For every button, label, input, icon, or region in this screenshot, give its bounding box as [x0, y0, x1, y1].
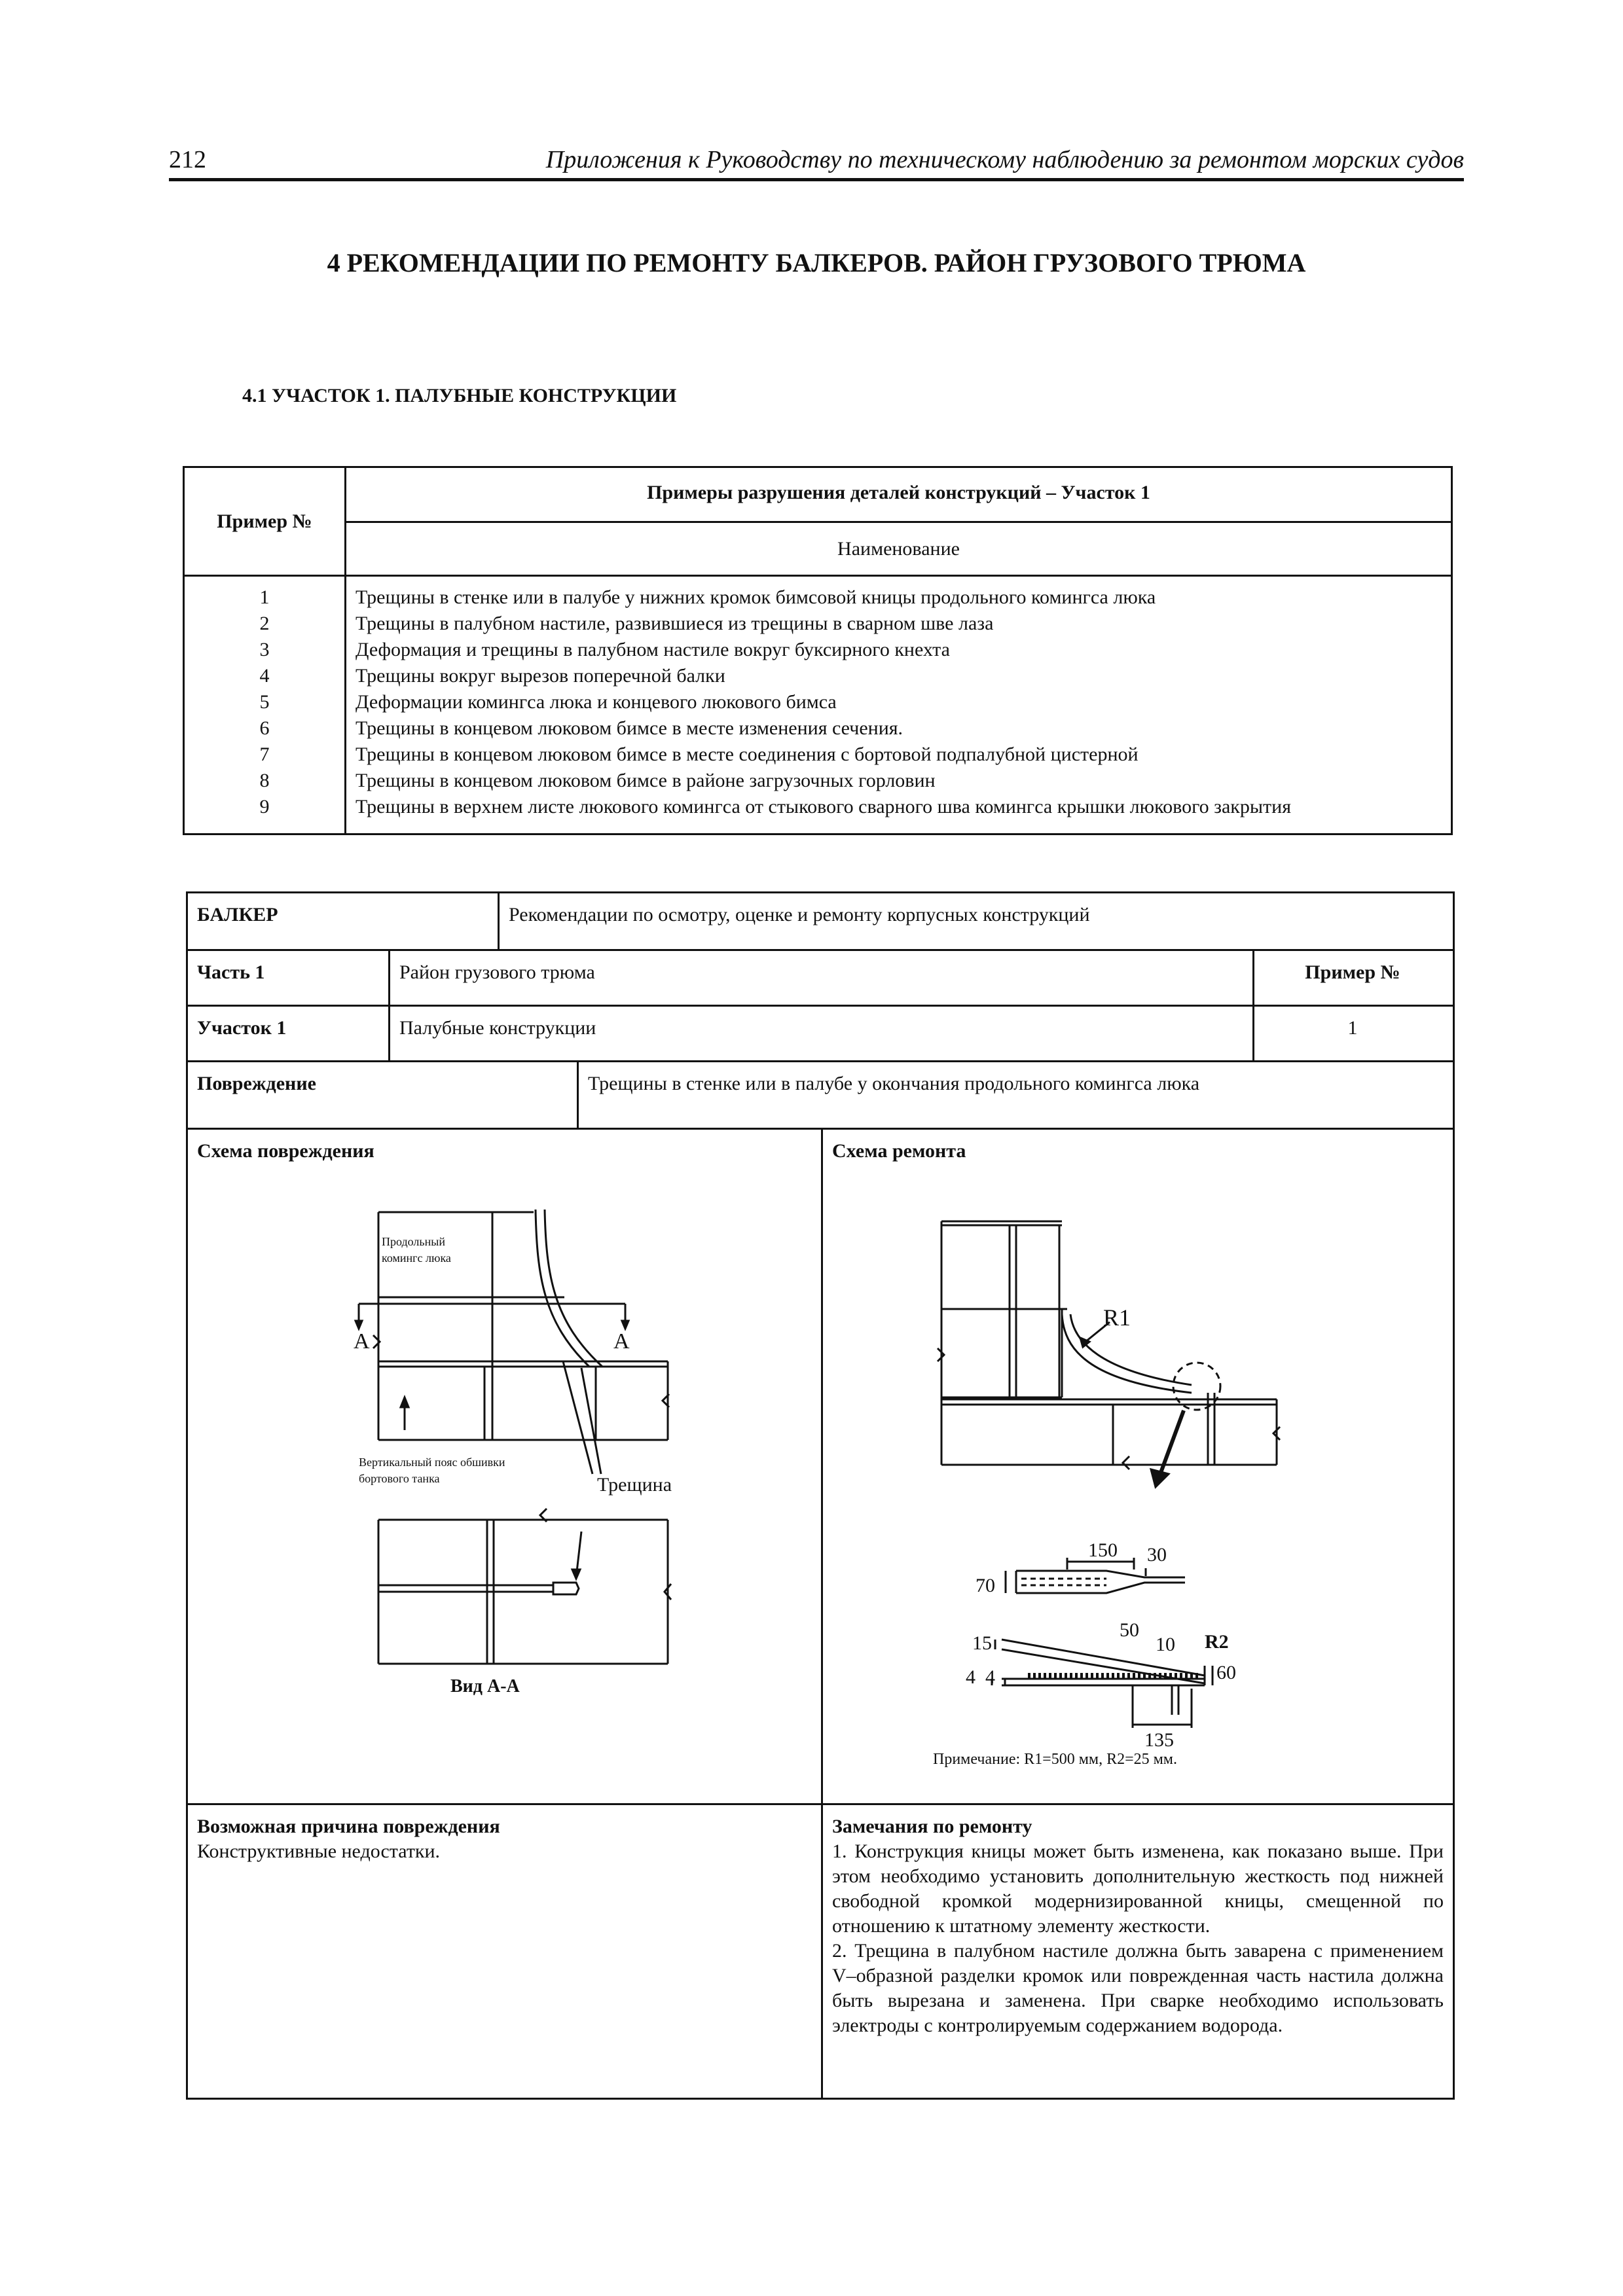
- section-mark-right: A: [613, 1329, 630, 1354]
- part-value: Район грузового трюма: [399, 961, 595, 983]
- dim-30: 30: [1147, 1544, 1167, 1566]
- row-number: 9: [259, 796, 270, 817]
- dim-4-a: 4: [966, 1666, 976, 1688]
- dim-r2: R2: [1205, 1631, 1229, 1653]
- example-value: 1: [1347, 1017, 1358, 1039]
- row-name: Трещины в концевом люковом бимсе в месте соединения с бортовой подпалубной цистерной: [356, 744, 1139, 765]
- radius-label: R1: [1103, 1304, 1131, 1331]
- area-value: Палубные конструкции: [399, 1017, 596, 1039]
- damage-scheme-label: Схема повреждения: [197, 1140, 374, 1162]
- dim-10: 10: [1156, 1634, 1175, 1655]
- row-number: 1: [259, 586, 270, 608]
- cause-value: Конструктивные недостатки.: [197, 1840, 441, 1862]
- dim-4-b: 4: [985, 1666, 995, 1688]
- recommendations-title: Рекомендации по осмотру, оценке и ремонту корпусных конструкций: [509, 904, 1090, 925]
- row-name: Трещины в верхнем листе люкового комингса от стыкового сварного шва комингса крышки люкового закрытия: [356, 796, 1291, 817]
- damage-value: Трещины в стенке или в палубе у окончания продольного комингса люка: [588, 1073, 1200, 1094]
- row-number: 2: [259, 613, 270, 634]
- strake-label-line-1: Вертикальный пояс обшивки: [359, 1456, 505, 1469]
- row-number: 4: [259, 665, 270, 687]
- row-number: 6: [259, 717, 270, 739]
- row-name: Деформации комингса люка и концевого люкового бимса: [356, 691, 837, 713]
- dim-50: 50: [1120, 1619, 1139, 1641]
- page-number: 212: [169, 146, 206, 173]
- row-number: 3: [259, 639, 270, 660]
- row-name: Трещины в стенке или в палубе у нижних кромок бимсовой кницы продольного комингса люка: [356, 586, 1156, 608]
- ship-type: БАЛКЕР: [197, 904, 278, 925]
- area-label: Участок 1: [197, 1017, 287, 1039]
- cause-label: Возможная причина повреждения: [197, 1816, 500, 1837]
- damage-diagram: [356, 1210, 671, 1664]
- crack-label: Трещина: [597, 1474, 672, 1496]
- view-aa-label: Вид А-А: [450, 1676, 520, 1696]
- repair-note: Примечание: R1=500 мм, R2=25 мм.: [933, 1751, 1177, 1768]
- col-group-header: Примеры разрушения деталей конструкций – Участок 1: [346, 467, 1452, 522]
- section-mark-left: A: [354, 1329, 370, 1354]
- remarks-label: Замечания по ремонту: [832, 1816, 1032, 1837]
- row-name: Трещины в концевом люковом бимсе в месте изменения сечения.: [356, 717, 903, 739]
- remarks-2: 2. Трещина в палубном настиле должна быть заварена с применением V–образной разделки кромок или поврежденная часть настила должна быть вырезана и заменена. При сварке необходимо использовать электроды с контролируемым содержанием водорода.: [832, 1940, 1444, 2036]
- dim-70: 70: [976, 1575, 995, 1596]
- running-header: Приложения к Руководству по техническому наблюдению за ремонтом морских судов: [545, 146, 1464, 173]
- dim-60: 60: [1216, 1662, 1236, 1683]
- row-name: Трещины в концевом люковом бимсе в районе загрузочных горловин: [356, 770, 936, 791]
- strake-label-line-2: бортового танка: [359, 1472, 440, 1485]
- dim-15: 15: [972, 1632, 992, 1654]
- dim-135: 135: [1144, 1729, 1174, 1751]
- row-number: 7: [259, 744, 270, 765]
- col-name-header: Наименование: [346, 522, 1452, 576]
- row-number: 5: [259, 691, 270, 713]
- part-label: Часть 1: [197, 961, 265, 983]
- damage-label: Повреждение: [197, 1073, 316, 1094]
- coaming-label-line-2: комингс люка: [382, 1251, 451, 1265]
- col-number-header: Пример №: [184, 467, 346, 576]
- dim-150: 150: [1088, 1539, 1118, 1561]
- coaming-label-line-1: Продольный: [382, 1235, 445, 1248]
- section-title: 4.1 УЧАСТОК 1. ПАЛУБНЫЕ КОНСТРУКЦИИ: [242, 385, 677, 406]
- row-name: Трещины в палубном настиле, развившиеся из трещины в сварном шве лаза: [356, 613, 994, 634]
- row-name: Трещины вокруг вырезов поперечной балки: [356, 665, 725, 687]
- chapter-title: 4 РЕКОМЕНДАЦИИ ПО РЕМОНТУ БАЛКЕРОВ. РАЙОН ГРУЗОВОГО ТРЮМА: [327, 248, 1306, 278]
- repair-scheme-label: Схема ремонта: [832, 1140, 966, 1162]
- remarks-1: 1. Конструкция кницы может быть изменена, как показано выше. При этом необходимо установить дополнительную жесткость под нижней свободной кромкой модернизированной кницы, смещенной по отношению к штатному элементу жесткости.: [832, 1840, 1444, 1937]
- example-label: Пример №: [1305, 961, 1400, 983]
- row-number: 8: [259, 770, 270, 791]
- row-name: Деформация и трещины в палубном настиле вокруг буксирного кнехта: [356, 639, 950, 660]
